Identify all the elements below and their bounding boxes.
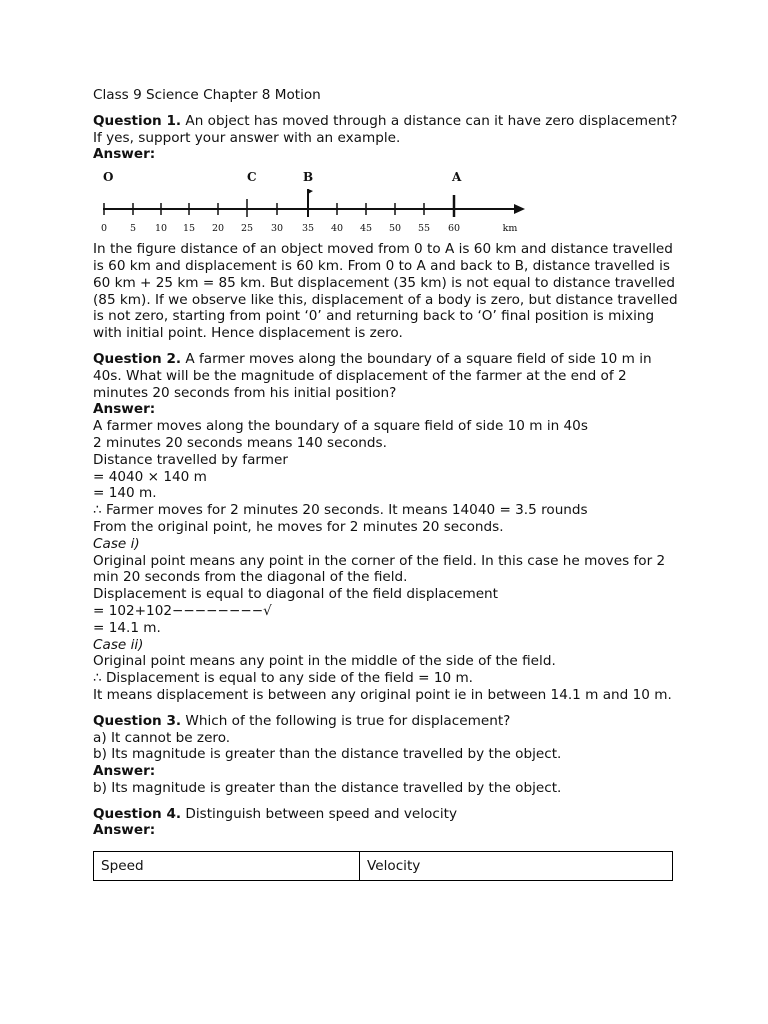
question-1-text: An object has moved through a distance can it have zero displacement? If yes, support your answer with an example. xyxy=(93,112,678,146)
question-4-text: Distinguish between speed and velocity xyxy=(181,805,458,822)
table-row xyxy=(94,852,673,881)
tick-label: 15 xyxy=(182,223,196,235)
answer-line: A farmer moves along the boundary of a square field of side 10 m in 40s xyxy=(93,418,588,435)
axis-ticks xyxy=(104,189,454,217)
case-2-label: Case ii) xyxy=(93,636,144,653)
question-2 xyxy=(93,351,683,401)
tick-label: 30 xyxy=(270,223,284,235)
answer-line: 2 minutes 20 seconds means 140 seconds. xyxy=(93,434,387,451)
point-o-label: O xyxy=(103,170,114,185)
question-3-answer-label: Answer: xyxy=(93,763,156,780)
question-4-answer-label: Answer: xyxy=(93,822,156,839)
distance-number-line-figure xyxy=(93,167,533,239)
tick-label: 45 xyxy=(359,223,373,235)
question-3-answer: b) Its magnitude is greater than the distance travelled by the object. xyxy=(93,779,562,796)
tick-label: 0 xyxy=(100,223,108,235)
answer-line: From the original point, he moves for 2 minutes 20 seconds. xyxy=(93,518,504,535)
answer-line: Distance travelled by farmer xyxy=(93,451,288,468)
question-2-answer-label: Answer: xyxy=(93,401,156,418)
point-b-label: B xyxy=(303,170,314,185)
answer-line: = 14.1 m. xyxy=(93,619,161,636)
question-3-label: Question 3. xyxy=(93,712,182,729)
answer-line: Displacement is equal to diagonal of the field displacement xyxy=(93,586,498,603)
flag-icon xyxy=(308,189,313,194)
document-title: Class 9 Science Chapter 8 Motion xyxy=(93,87,321,103)
tick-label: 55 xyxy=(417,223,431,235)
question-3 xyxy=(93,713,683,730)
option-b: b) Its magnitude is greater than the distance travelled by the object. xyxy=(93,746,562,763)
question-1-answer: In the figure distance of an object moved from 0 to A is 60 km and distance travelled is 60 km and displacement is 60 km. From 0 to A and back to B, distance travelled is 60 km + 25 km = 85 km. But displacement (35 km) is not equal to distance travelled (85 km). If we observe like this, displacement of a body is zero, but distance travelled is not zero, starting from point ‘0’ and returning back to ‘O’ final position is mixing with initial point. Hence displacement is zero. xyxy=(93,241,678,342)
tick-label: 35 xyxy=(301,223,315,235)
document-page xyxy=(93,87,683,881)
answer-line: ∴ Displacement is equal to any side of the field = 10 m. xyxy=(93,670,474,687)
answer-line: Original point means any point in the corner of the field. In this case he moves for 2 min 20 seconds from the diagonal of the field. xyxy=(93,552,666,586)
tick-label: 20 xyxy=(211,223,225,235)
unit-label: km xyxy=(502,223,518,235)
tick-label: 5 xyxy=(129,223,137,235)
answer-line: = 102+102−−−−−−−−√ xyxy=(93,602,272,619)
answer-line: It means displacement is between any original point ie in between 14.1 m and 10 m. xyxy=(93,686,672,703)
answer-line: ∴ Farmer moves for 2 minutes 20 seconds. It means 14040 = 3.5 rounds xyxy=(93,502,588,519)
speed-velocity-table xyxy=(93,851,673,881)
question-1 xyxy=(93,113,683,147)
answer-line: = 140 m. xyxy=(93,485,157,502)
question-1-answer-label: Answer: xyxy=(93,146,156,163)
question-2-text: A farmer moves along the boundary of a square field of side 10 m in 40s. What will be the magnitude of displacement of the farmer at the end of 2 minutes 20 seconds from his initial position? xyxy=(93,350,652,401)
question-2-label: Question 2. xyxy=(93,350,182,367)
answer-line: = 4040 × 140 m xyxy=(93,468,207,485)
question-3-text: Which of the following is true for displacement? xyxy=(181,712,511,729)
table-header-speed: Speed xyxy=(94,852,360,881)
question-4-label: Question 4. xyxy=(93,805,182,822)
tick-label: 25 xyxy=(240,223,254,235)
question-4 xyxy=(93,806,683,823)
case-1-label: Case i) xyxy=(93,535,140,552)
axis-arrow xyxy=(514,204,525,214)
question-1-label: Question 1. xyxy=(93,112,182,129)
point-c-label: C xyxy=(247,170,257,185)
tick-label: 10 xyxy=(154,223,168,235)
option-a: a) It cannot be zero. xyxy=(93,729,231,746)
tick-label: 50 xyxy=(388,223,402,235)
tick-label: 60 xyxy=(447,223,461,235)
point-a-label: A xyxy=(452,170,462,185)
table-header-velocity: Velocity xyxy=(360,852,673,881)
answer-line: Original point means any point in the middle of the side of the field. xyxy=(93,653,556,670)
tick-label: 40 xyxy=(330,223,344,235)
